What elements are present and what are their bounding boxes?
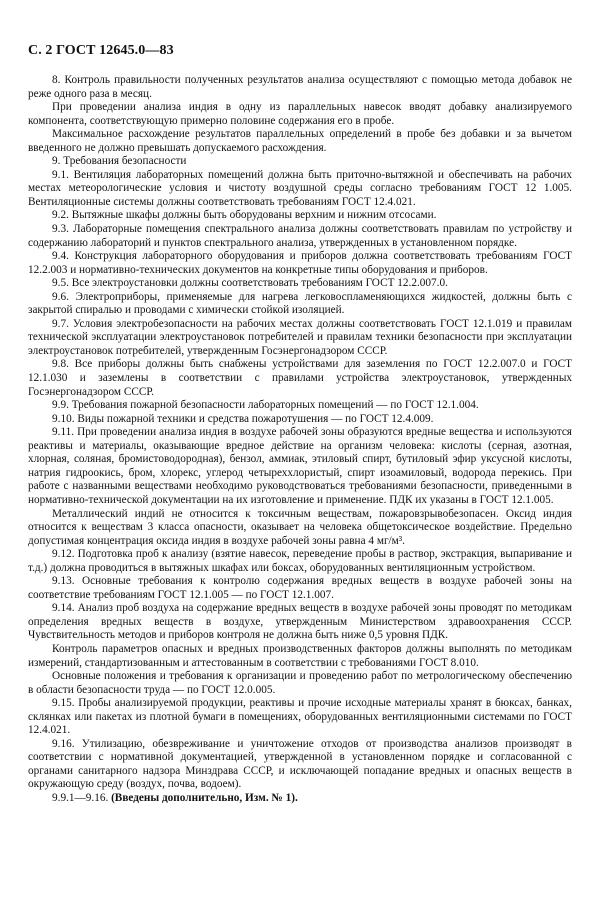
paragraph-9-7: 9.7. Условия электробезопасности на рабочих местах должны соответствовать ГОСТ 12.1.019 и правилам технической эксплуатации электроустановок потребителей и правилам техники безопасности при эксплуатации электроустановок потребителей, утвержденным Госэнергонадзором СССР. xyxy=(28,317,572,357)
paragraph-9-5: 9.5. Все электроустановки должны соответствовать требованиям ГОСТ 12.2.007.0. xyxy=(52,277,448,290)
paragraph-9-9: 9.9. Требования пожарной безопасности лабораторных помещений — по ГОСТ 12.1.004. xyxy=(52,399,479,412)
paragraph-metrology: Основные положения и требования к организации и проведению работ по метрологическому обеспечению в области безопасности труда — по ГОСТ 12.0.005. xyxy=(28,670,572,696)
paragraph-9-14: 9.14. Анализ проб воздуха на содержание вредных веществ в воздухе рабочей зоны проводят по методикам определения вредных веществ в воздухе, утвержденным Министерством здравоохранения СССР. Чувствительность методов и приборов контроля не должна быть ниже 0,5 уровня ПДК. xyxy=(28,602,572,642)
paragraph-additive-method: При проведении анализа индия в одну из параллельных навесок вводят добавку анализируемого компонента, соответствующую примерно половине содержания его в пробе. xyxy=(28,101,572,127)
paragraph-9-15: 9.15. Пробы анализируемой продукции, реактивы и прочие исходные материалы хранят в бюксах, банках, склянках или пакетах из плотной бумаги в помещениях, оборудованных вентиляционными системами по ГОСТ 12.4.021. xyxy=(28,697,572,737)
amendment-range: 9.9.1—9.16. xyxy=(52,791,109,804)
paragraph-9-2: 9.2. Вытяжные шкафы должны быть оборудованы верхним и нижним отсосами. xyxy=(52,209,437,222)
paragraph-9-13: 9.13. Основные требования к контролю содержания вредных веществ в воздухе рабочей зоны на соответствие требованиям ГОСТ 12.1.005 — по ГОСТ 12.1.007. xyxy=(28,575,572,601)
paragraph-9-6: 9.6. Электроприборы, применяемые для нагрева легковоспламеняющихся жидкостей, должны быть с закрытой спиралью и проводами с химически стойкой изоляцией. xyxy=(28,290,572,317)
paragraph-9-1: 9.1. Вентиляция лабораторных помещений должна быть приточно-вытяжной и обеспечивать на рабочих местах метеорологические условия и чистоту воздушной среды согласно требованиям ГОСТ 12 1.005. Вентиляционные системы должны соответствовать требованиям ГОСТ 12.4.021. xyxy=(28,168,572,208)
paragraph-9-12: 9.12. Подготовка проб к анализу (взятие навесок, переведение пробы в раствор, экстракция, выпаривание и т.д.) должна проводиться в вытяжных шкафах или боксах, оборудованных вентиляционным устройством. xyxy=(28,548,572,574)
amendment-text: (Введены дополнительно, Изм. № 1). xyxy=(111,791,298,804)
paragraph-9-11: 9.11. При проведении анализа индия в воздухе рабочей зоны образуются вредные вещества и используются реактивы и материалы, оказывающие вредное действие на организм человека: кислоты (серная, азотная, хлорная, соляная, бромистоводородная), бензол, аммиак, этиловый спирт, бутиловый эфир уксусной кислоты, натрия гидроокись, бром, хлорекс, углерод четыреххлористый, спирт изоамиловый, водорода перекись. При работе с названными веществами необходимо руководствоваться требованиями безопасности, приведенными в нормативно-технической документации на их изготовление и применение. ПДК их указаны в ГОСТ 12.1.005. xyxy=(28,426,572,506)
paragraph-9-16: 9.16. Утилизацию, обезвреживание и уничтожение отходов от производства анализов производят в соответствии с нормативной документацией, утвержденной в установленном порядке и согласованной с органами санитарного надзора Минздрава СССР, и исключающей попадание вредных и опасных веществ в окружающую среду (воздух, почва, водоем). xyxy=(28,737,572,791)
paragraph-hazard-control: Контроль параметров опасных и вредных производственных факторов должны выполнять по методикам измерений, стандартизованным и аттестованным в соответствии с требованиями ГОСТ 8.010. xyxy=(28,642,572,669)
paragraph-9-10: 9.10. Виды пожарной техники и средства пожаротушения — по ГОСТ 12.4.009. xyxy=(52,412,434,425)
paragraph-9-8: 9.8. Все приборы должны быть снабжены устройствами для заземления по ГОСТ 12.2.007.0 и ГОСТ 12.1.030 и заземлены в соответствии с правилами устройства электроустановок, утвержденных Госэнергонадзором СССР. xyxy=(28,358,572,398)
amendment-note xyxy=(28,792,572,806)
document-body xyxy=(28,74,572,806)
page-header: С. 2 ГОСТ 12645.0—83 xyxy=(28,43,174,58)
paragraph-8: 8. Контроль правильности полученных результатов анализа осуществляют с помощью метода добавок не реже одного раза в месяц. xyxy=(28,74,572,100)
paragraph-indium-toxicity: Металлический индий не относится к токсичным веществам, пожаровзрывобезопасен. Оксид индия относится к веществам 3 класса опасности, оказывает на человека общетоксическое воздействие. Предельно допустимая концентрация оксида индия в воздухе рабочей зоны равна 4 мг/м³. xyxy=(28,507,572,547)
paragraph-max-deviation: Максимальное расхождение результатов параллельных определений в пробе без добавки и за вычетом введенного не должно превышать допускаемого расхождения. xyxy=(28,128,572,154)
paragraph-9-3: 9.3. Лабораторные помещения спектрального анализа должны соответствовать правилам по устройству и содержанию лабораторий и пунктов спектрального анализа, утвержденных в установленном порядке. xyxy=(28,223,572,249)
section-heading-safety: 9. Требования безопасности xyxy=(52,155,187,168)
paragraph-9-4: 9.4. Конструкция лабораторного оборудования и приборов должна соответствовать требованиям ГОСТ 12.2.003 и нормативно-технических документов на конкретные типы оборудования и приборов. xyxy=(28,250,572,276)
